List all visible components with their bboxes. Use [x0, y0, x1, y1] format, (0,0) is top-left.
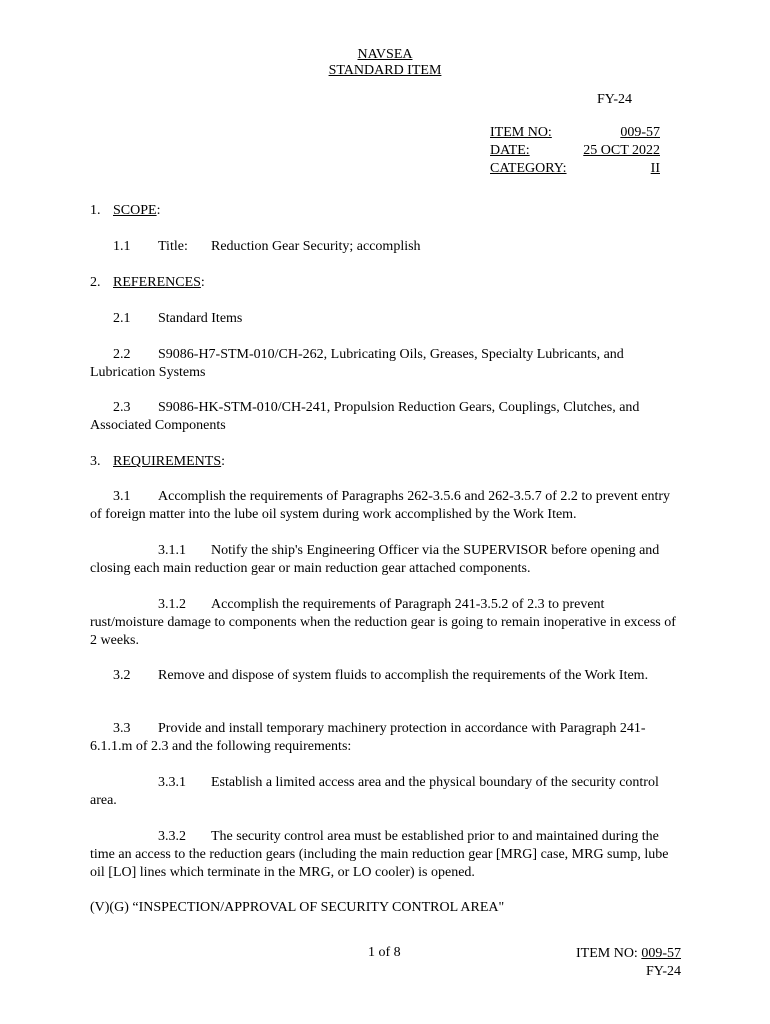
paragraph-text: Standard Items — [158, 311, 243, 326]
document-header — [285, 47, 485, 79]
paragraph-2-2 — [90, 346, 680, 382]
paragraph-number: 1.1 — [113, 239, 131, 254]
paragraph-number: 3.3.2 — [158, 829, 186, 844]
item-no-row — [490, 124, 660, 142]
section-heading-requirements — [90, 453, 680, 471]
footer-item-no-row — [563, 945, 681, 963]
paragraph-text: Accomplish the requirements of Paragraph 241-3.5.2 of 2.3 to prevent rust/moisture damage to components when the reduction gear is going to remain inoperative in excess of 2 weeks. — [90, 597, 676, 648]
paragraph-number: 2.3 — [113, 400, 131, 415]
date-label: DATE: — [490, 143, 530, 158]
paragraph-3-1-2 — [90, 596, 680, 650]
section-number: 2. — [90, 275, 101, 290]
item-no-value: 009-57 — [620, 125, 660, 140]
section-title: REQUIREMENTS — [113, 454, 222, 469]
section-heading-references — [90, 274, 680, 292]
item-no-label: ITEM NO: — [490, 125, 552, 140]
paragraph-number: 3.1.2 — [158, 597, 186, 612]
paragraph-text: S9086-H7-STM-010/CH-262, Lubricating Oils, Greases, Specialty Lubricants, and Lubrication Systems — [90, 347, 624, 380]
category-row — [490, 160, 660, 178]
paragraph-1-1 — [90, 238, 680, 256]
paragraph-text: Provide and install temporary machinery protection in accordance with Paragraph 241-6.1.1.m of 2.3 and the following requirements: — [90, 721, 646, 754]
paragraph-number: 2.2 — [113, 347, 131, 362]
paragraph-text: Remove and dispose of system fluids to accomplish the requirements of the Work Item. — [158, 668, 649, 683]
section-title: REFERENCES — [113, 275, 201, 290]
date-row — [490, 142, 660, 160]
paragraph-3-3-2 — [90, 828, 680, 882]
footer-item-no-value: 009-57 — [641, 946, 681, 961]
paragraph-3-3-1 — [90, 774, 680, 810]
paragraph-number: 3.1 — [113, 489, 131, 504]
paragraph-3-2 — [90, 667, 680, 685]
paragraph-number: 3.2 — [113, 668, 131, 683]
paragraph-number: 3.3 — [113, 721, 131, 736]
paragraph-text: The security control area must be established prior to and maintained during the time an access to the reduction gears (including the main reduction gear [MRG] case, MRG sump, lube oil [LO] lines which terminate in the MRG, or LO cooler) is opened. — [90, 829, 669, 880]
paragraph-text: Accomplish the requirements of Paragraphs 262-3.5.6 and 262-3.5.7 of 2.2 to prevent entry of foreign matter into the lube oil system during work accomplished by the Work Item. — [90, 489, 671, 522]
paragraph-3-3 — [90, 720, 680, 756]
org-name: NAVSEA — [357, 47, 413, 62]
footer-item-no-label: ITEM NO: — [576, 946, 638, 961]
category-value: II — [650, 161, 660, 176]
scope-title-text: Reduction Gear Security; accomplish — [211, 239, 421, 254]
paragraph-3-1-1 — [90, 542, 680, 578]
item-meta — [490, 124, 660, 178]
paragraph-3-1 — [90, 488, 680, 524]
paragraph-2-3 — [90, 399, 680, 435]
section-title: SCOPE — [113, 203, 157, 218]
section-number: 1. — [90, 203, 101, 218]
doc-type: STANDARD ITEM — [328, 63, 442, 78]
paragraph-2-1 — [90, 310, 680, 328]
paragraph-number: 2.1 — [113, 311, 131, 326]
paragraph-number: 3.3.1 — [158, 775, 186, 790]
category-label: CATEGORY: — [490, 161, 567, 176]
page-number: 1 of 8 — [368, 945, 401, 960]
paragraph-text: Notify the ship's Engineering Officer via the SUPERVISOR before opening and closing each main reduction gear or main reduction gear attached components. — [90, 543, 660, 576]
date-value: 25 OCT 2022 — [583, 143, 660, 158]
paragraph-text: Establish a limited access area and the physical boundary of the security control area. — [90, 775, 659, 808]
section-heading-scope — [90, 202, 680, 220]
title-label: Title: — [158, 239, 188, 254]
footer-item-info — [563, 945, 681, 981]
section-colon: : — [156, 203, 161, 218]
section-colon: : — [200, 275, 205, 290]
inspection-note: (V)(G) “INSPECTION/APPROVAL OF SECURITY CONTROL AREA" — [90, 900, 505, 915]
paragraph-number: 3.1.1 — [158, 543, 186, 558]
footer-fiscal-year: FY-24 — [645, 964, 681, 979]
section-colon: : — [221, 454, 226, 469]
section-number: 3. — [90, 454, 101, 469]
fiscal-year: FY-24 — [597, 92, 633, 107]
paragraph-text: S9086-HK-STM-010/CH-241, Propulsion Reduction Gears, Couplings, Clutches, and Associated Components — [90, 400, 640, 433]
